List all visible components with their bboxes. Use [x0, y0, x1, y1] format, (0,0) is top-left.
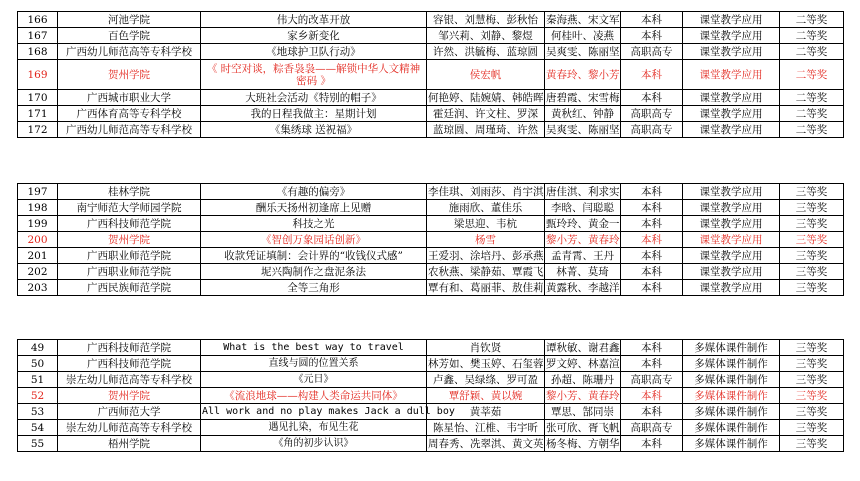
category-cell: 多媒体课件制作	[683, 356, 780, 372]
awards-table-1	[17, 11, 844, 138]
title-cell: 伟大的改革开放	[201, 12, 427, 28]
row-number: 53	[18, 404, 58, 420]
school-cell: 广西职业师范学院	[58, 248, 201, 264]
authors-cell: 许然、洪毓梅、蓝琼圆	[427, 44, 545, 60]
authors-cell: 施雨欣、董佳乐	[427, 200, 545, 216]
tutors-cell: 张可欣、胥飞帆	[546, 421, 620, 434]
category-cell: 课堂教学应用	[683, 12, 780, 28]
table-row	[18, 106, 844, 122]
row-number: 199	[18, 216, 58, 232]
award-cell: 三等奖	[780, 420, 844, 436]
awards-table-3	[17, 339, 844, 452]
table-row	[18, 232, 844, 248]
table-row	[18, 356, 844, 372]
award-cell: 二等奖	[780, 90, 844, 106]
level-cell: 本科	[621, 404, 683, 420]
category-cell: 课堂教学应用	[683, 122, 780, 138]
title-cell: 《地球护卫队行动》	[201, 44, 427, 60]
category-cell: 课堂教学应用	[683, 90, 780, 106]
school-cell: 广西民族师范学院	[58, 280, 201, 296]
title-cell: 收款凭证填制：会计界的“收钱仪式感”	[201, 248, 427, 264]
row-number: 197	[18, 184, 58, 200]
tutors-cell: 黄露秋、李越洋	[546, 281, 620, 294]
row-number: 168	[18, 44, 58, 60]
awards-table-2	[17, 183, 844, 296]
row-number: 169	[18, 60, 58, 90]
authors-cell: 覃有和、葛丽菲、敖佳莉	[428, 281, 544, 294]
authors-cell: 林芳如、樊玉婷、石玺蓉	[428, 357, 544, 370]
school-cell: 广西师范大学	[58, 404, 201, 420]
title-cell: 《角的初步认识》	[201, 436, 427, 452]
row-number: 49	[18, 340, 58, 356]
level-cell: 本科	[621, 280, 683, 296]
award-cell: 三等奖	[780, 388, 844, 404]
category-cell: 课堂教学应用	[683, 184, 780, 200]
tutors-cell: 何桂叶、凌燕	[545, 28, 621, 44]
school-cell: 崇左幼儿师范高等专科学校	[58, 420, 201, 436]
table-row	[18, 90, 844, 106]
row-number: 200	[18, 232, 58, 248]
row-number: 50	[18, 356, 58, 372]
school-cell: 河池学院	[58, 12, 201, 28]
authors-cell: 梁思迎、韦杭	[427, 216, 545, 232]
tutors-cell: 黎小芳、黄春玲	[546, 233, 620, 246]
table-row	[18, 340, 844, 356]
award-cell: 三等奖	[780, 340, 844, 356]
title-cell: 直线与圆的位置关系	[201, 356, 427, 372]
award-cell: 二等奖	[780, 28, 844, 44]
award-cell: 三等奖	[780, 232, 844, 248]
authors-cell: 王爱羽、涂培丹、彭承燕	[428, 249, 544, 262]
school-cell: 广西幼儿师范高等专科学校	[58, 122, 201, 138]
authors-cell: 陈星怡、江椎、韦宇昕	[427, 420, 545, 436]
table-row	[18, 12, 844, 28]
level-cell: 本科	[621, 388, 683, 404]
table-row	[18, 280, 844, 296]
school-cell: 广西城市职业大学	[58, 90, 201, 106]
tutors-cell: 秦海燕、宋文军	[546, 13, 620, 26]
tutors-cell: 罗文婷、林嘉渲	[546, 357, 620, 370]
title-cell: 科技之光	[201, 216, 427, 232]
school-cell: 桂林学院	[58, 184, 201, 200]
level-cell: 本科	[621, 232, 683, 248]
authors-cell: 杨雪	[427, 232, 545, 248]
award-cell: 二等奖	[780, 44, 844, 60]
level-cell: 高职高专	[621, 372, 683, 388]
row-number: 198	[18, 200, 58, 216]
award-cell: 二等奖	[780, 60, 844, 90]
title-cell: 《智创万象园话创新》	[201, 232, 427, 248]
authors-cell: 何艳婷、陆婉婧、韩皓晖	[428, 91, 544, 104]
row-number: 171	[18, 106, 58, 122]
authors-cell: 霍廷润、许文柱、罗深	[427, 106, 545, 122]
school-cell: 百色学院	[58, 28, 201, 44]
level-cell: 本科	[621, 356, 683, 372]
title-cell: 全等三角形	[201, 280, 427, 296]
table-row	[18, 44, 844, 60]
row-number: 172	[18, 122, 58, 138]
title-cell: 《流浪地球——构建人类命运共同体》	[201, 388, 427, 404]
tutors-cell: 唐佳淇、利求实	[546, 185, 620, 198]
level-cell: 本科	[621, 248, 683, 264]
category-cell: 课堂教学应用	[683, 280, 780, 296]
school-cell: 广西科技师范学院	[58, 216, 201, 232]
category-cell: 课堂教学应用	[683, 248, 780, 264]
category-cell: 课堂教学应用	[683, 44, 780, 60]
tutors-cell: 吴爽雯、陈丽坚	[546, 45, 620, 58]
school-cell: 广西体育高等专科学校	[58, 106, 201, 122]
title-cell: 《元日》	[201, 372, 427, 388]
level-cell: 本科	[621, 264, 683, 280]
table-row	[18, 200, 844, 216]
category-cell: 多媒体课件制作	[683, 404, 780, 420]
authors-cell: 黄莘茹	[427, 404, 545, 420]
school-cell: 贺州学院	[58, 232, 201, 248]
category-cell: 多媒体课件制作	[683, 420, 780, 436]
tutors-cell: 孙超、陈珊丹	[545, 372, 621, 388]
level-cell: 本科	[621, 340, 683, 356]
row-number: 52	[18, 388, 58, 404]
tutors-cell: 吴爽雯、陈丽坚	[546, 123, 620, 136]
tutors-cell: 孟青霄、王丹	[545, 248, 621, 264]
award-cell: 三等奖	[780, 436, 844, 452]
level-cell: 本科	[621, 90, 683, 106]
award-cell: 三等奖	[780, 372, 844, 388]
row-number: 54	[18, 420, 58, 436]
award-cell: 三等奖	[780, 184, 844, 200]
tutors-cell: 黄春玲、黎小芳	[545, 60, 621, 90]
category-cell: 多媒体课件制作	[683, 372, 780, 388]
level-cell: 本科	[621, 200, 683, 216]
award-cell: 三等奖	[780, 248, 844, 264]
category-cell: 多媒体课件制作	[683, 436, 780, 452]
authors-cell: 李佳琪、刘雨莎、肖宇淇	[428, 185, 544, 198]
authors-cell: 邹兴莉、刘静、黎煜	[427, 28, 545, 44]
row-number: 170	[18, 90, 58, 106]
award-cell: 三等奖	[780, 280, 844, 296]
school-cell: 崇左幼儿师范高等专科学校	[58, 372, 201, 388]
category-cell: 课堂教学应用	[683, 106, 780, 122]
tutors-cell: 杨冬梅、方朝华	[546, 437, 620, 450]
row-number: 203	[18, 280, 58, 296]
award-cell: 二等奖	[780, 12, 844, 28]
title-cell: 酬乐天扬州初逢席上见赠	[201, 200, 427, 216]
title-cell: 大班社会活动《特别的帽子》	[201, 90, 427, 106]
school-cell: 广西科技师范学院	[58, 340, 201, 356]
row-number: 166	[18, 12, 58, 28]
level-cell: 本科	[621, 436, 683, 452]
table-row	[18, 60, 844, 90]
category-cell: 课堂教学应用	[683, 60, 780, 90]
authors-cell: 容银、刘慧梅、彭秋怡	[427, 12, 545, 28]
table-row	[18, 184, 844, 200]
school-cell: 南宁师范大学师园学院	[58, 200, 201, 216]
table-row	[18, 28, 844, 44]
award-cell: 二等奖	[780, 122, 844, 138]
category-cell: 课堂教学应用	[683, 216, 780, 232]
category-cell: 课堂教学应用	[683, 232, 780, 248]
title-cell: All work and no play makes Jack a dull boy	[201, 404, 427, 420]
row-number: 55	[18, 436, 58, 452]
row-number: 202	[18, 264, 58, 280]
award-cell: 二等奖	[780, 106, 844, 122]
tutors-cell: 甄玲玲、黄金一	[546, 217, 620, 230]
title-cell: 遇见扎染，布见生花	[201, 420, 427, 436]
tutors-cell: 唐碧霞、宋雪梅	[546, 91, 620, 104]
authors-cell: 蓝琼圆、周瑾琦、许然	[427, 122, 545, 138]
title-cell: 我的日程我做主：星期计划	[201, 106, 427, 122]
row-number: 167	[18, 28, 58, 44]
table-row	[18, 436, 844, 452]
award-cell: 三等奖	[780, 356, 844, 372]
tutors-cell: 黄秋红、钟静	[545, 106, 621, 122]
row-number: 201	[18, 248, 58, 264]
authors-cell: 覃舒颖、黄以婉	[427, 388, 545, 404]
level-cell: 高职高专	[621, 420, 683, 436]
level-cell: 本科	[621, 184, 683, 200]
award-cell: 三等奖	[780, 404, 844, 420]
category-cell: 多媒体课件制作	[683, 388, 780, 404]
table-row	[18, 264, 844, 280]
level-cell: 本科	[621, 28, 683, 44]
title-cell: 《 时空对谈，粽香袅袅——解锁中华人文精神密码 》	[201, 60, 427, 90]
category-cell: 课堂教学应用	[683, 264, 780, 280]
title-cell: 家乡新变化	[201, 28, 427, 44]
tutors-cell: 覃思、郜同崇	[545, 404, 621, 420]
title-cell: 《集绣球 送祝福》	[201, 122, 427, 138]
level-cell: 高职高专	[621, 106, 683, 122]
award-cell: 三等奖	[780, 216, 844, 232]
level-cell: 本科	[621, 60, 683, 90]
title-cell: What is the best way to travel	[201, 340, 427, 356]
school-cell: 贺州学院	[58, 60, 201, 90]
level-cell: 本科	[621, 12, 683, 28]
authors-cell: 侯宏帆	[427, 60, 545, 90]
table-row	[18, 420, 844, 436]
table-row	[18, 216, 844, 232]
tutors-cell: 黎小芳、黄春玲	[546, 389, 620, 402]
category-cell: 课堂教学应用	[683, 28, 780, 44]
tutors-cell: 林菁、莫琦	[545, 264, 621, 280]
level-cell: 本科	[621, 216, 683, 232]
table-row	[18, 388, 844, 404]
table-row	[18, 404, 844, 420]
title-cell: 《有趣的偏旁》	[201, 184, 427, 200]
title-cell: 坭兴陶制作之盘泥条法	[201, 264, 427, 280]
school-cell: 广西科技师范学院	[58, 356, 201, 372]
level-cell: 高职高专	[621, 44, 683, 60]
row-number: 51	[18, 372, 58, 388]
table-row	[18, 372, 844, 388]
category-cell: 课堂教学应用	[683, 200, 780, 216]
level-cell: 高职高专	[621, 122, 683, 138]
table-row	[18, 248, 844, 264]
authors-cell: 农秋燕、梁静茹、覃霞飞	[428, 265, 544, 278]
award-cell: 三等奖	[780, 200, 844, 216]
table-row	[18, 122, 844, 138]
school-cell: 贺州学院	[58, 388, 201, 404]
authors-cell: 卢鑫、吴绿绦、罗可盈	[427, 372, 545, 388]
school-cell: 广西职业师范学院	[58, 264, 201, 280]
award-cell: 三等奖	[780, 264, 844, 280]
category-cell: 多媒体课件制作	[683, 340, 780, 356]
school-cell: 梧州学院	[58, 436, 201, 452]
authors-cell: 肖钦贤	[427, 340, 545, 356]
tutors-cell: 谭秋敏、谢君鑫	[546, 341, 620, 354]
authors-cell: 周春秀、冼翠淇、黄文英	[428, 437, 544, 450]
school-cell: 广西幼儿师范高等专科学校	[58, 44, 201, 60]
tutors-cell: 李晗、闫聪聪	[545, 200, 621, 216]
